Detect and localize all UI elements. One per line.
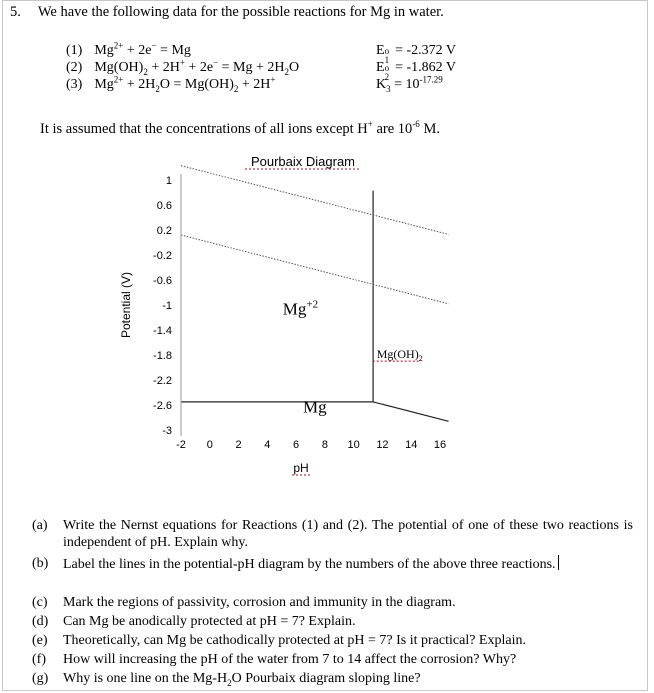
water-line-b — [181, 235, 449, 304]
line-2-mgoh2-mg — [373, 402, 449, 421]
part-g: (g) Why is one line on the $Mg-H_2O$ Pourbaix diagram sloping line? — [32, 671, 421, 688]
text-cursor — [558, 555, 559, 570]
part-f: (f) How will increasing the pH of the water from 7 to 14 affect the corrosion? Why? — [32, 652, 517, 667]
y-tick-label: -1.4 — [153, 325, 172, 337]
part-d: (d) Can Mg be anodically protected at pH = 7? Explain. — [32, 614, 356, 629]
y-tick-label: -1 — [162, 300, 172, 312]
reaction-1: (1) $Mg^{2+} + 2e^- = Mg$ — [66, 40, 191, 58]
water-line-a — [181, 166, 449, 235]
part-b: (b) Label the lines in the potential-pH diagram by the numbers of the above three reactions. — [32, 555, 637, 589]
x-tick-label: 2 — [235, 439, 242, 451]
x-tick-label: 12 — [376, 439, 389, 451]
reaction-2: (2) $Mg(OH)_2 + 2H^+ + 2e^- = Mg + 2H_2O$ — [66, 57, 300, 77]
y-tick-label: -2.2 — [153, 375, 172, 387]
x-tick-label: 0 — [206, 439, 213, 451]
x-tick-label: -2 — [176, 439, 186, 451]
part-e: (e) Theoretically, can Mg be cathodically protected at pH = 7? Is it practical? Explain. — [32, 633, 526, 648]
region-mgoh2: $Mg(OH)_2$ — [376, 347, 423, 364]
y-tick-label: 1 — [165, 175, 172, 187]
x-axis-label: pH — [293, 461, 309, 475]
y-tick-label: -3 — [162, 425, 172, 437]
region-mg2: $Mg^{+2}$ — [282, 298, 319, 319]
x-tick-labels — [176, 439, 446, 451]
y-tick-labels — [153, 175, 172, 437]
part-a: (a) Write the Nernst equations for Reactions (1) and (2). The potential of one of these two reactions is independent of pH. Explain why. — [32, 518, 633, 550]
y-tick-label: 0.2 — [156, 225, 172, 237]
x-tick-label: 6 — [293, 439, 300, 451]
x-tick-label: 14 — [405, 439, 418, 451]
chart-title: Pourbaix Diagram — [250, 154, 356, 169]
y-axis-label: Potential (V) — [119, 271, 133, 339]
region-labels — [283, 298, 423, 416]
reaction-2-constant: E o 2 = -1.862 V — [376, 60, 456, 82]
reaction-number: (2) — [66, 60, 83, 75]
region-mg: Mg — [303, 397, 327, 417]
question-number: 5. — [10, 4, 21, 20]
reaction-number: (1) — [66, 43, 83, 58]
x-tick-label: 10 — [347, 439, 360, 451]
part-c: (c) Mark the regions of passivity, corrosion and immunity in the diagram. — [32, 595, 456, 610]
y-tick-label: -0.6 — [153, 275, 172, 287]
reaction-3-constant: $K_3 = 10^{-17.29}$ — [376, 74, 443, 94]
x-tick-label: 8 — [321, 439, 328, 451]
chart-lines — [181, 166, 449, 422]
y-tick-label: -2.6 — [153, 400, 172, 412]
x-tick-label: 16 — [433, 439, 447, 451]
question-intro: We have the following data for the possible reactions for Mg in water. — [37, 4, 444, 20]
reaction-3: (3) $Mg^{2+} + 2H_2O = Mg(OH)_2 + 2H^+$ — [66, 74, 276, 94]
y-tick-label: 0.6 — [156, 200, 172, 212]
y-tick-label: -0.2 — [153, 250, 172, 262]
reaction-number: (3) — [66, 77, 83, 92]
x-tick-label: 4 — [264, 439, 271, 451]
y-tick-label: -1.8 — [153, 350, 172, 362]
reaction-1-constant: E o 1 = -2.372 V — [376, 43, 456, 65]
assumption-text: It is assumed that the concentrations of all ions except H+ are $10^{-6}$ M. — [40, 119, 440, 137]
